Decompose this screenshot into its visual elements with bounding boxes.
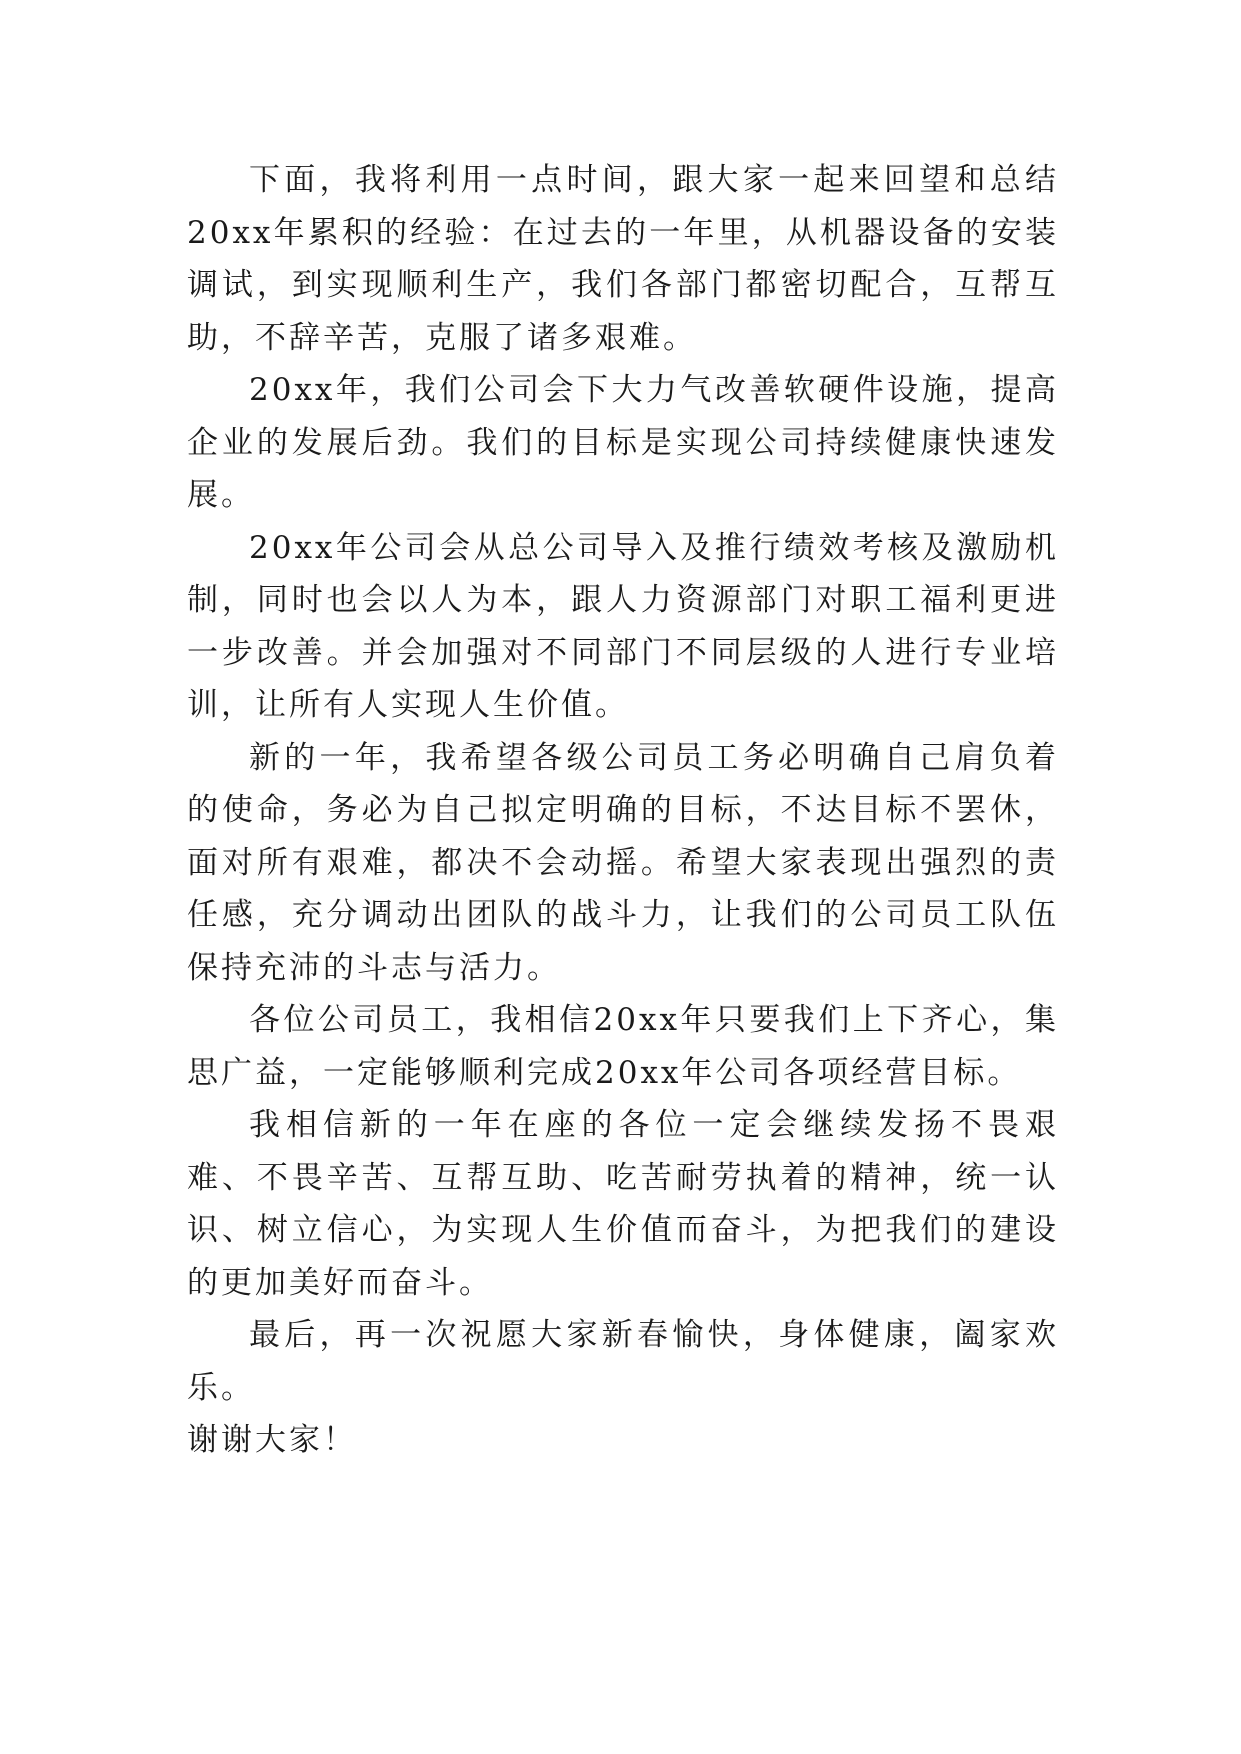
paragraph-confidence: 各位公司员工，我相信20xx年只要我们上下齐心，集思广益，一定能够顺利完成20xx年公司各项经营目标。: [187, 1002, 1059, 1091]
paragraph-wishes: 最后，再一次祝愿大家新春愉快，身体健康，阖家欢乐。: [187, 1317, 1059, 1406]
paragraph-review: 下面，我将利用一点时间，跟大家一起来回望和总结20xx年累积的经验：在过去的一年里，从机器设备的安装调试，到实现顺利生产，我们各部门都密切配合，互帮互助，不辞辛苦，克服了诸多艰难。: [187, 162, 1059, 356]
closing-thanks: 谢谢大家！: [187, 1422, 357, 1458]
document-body: [187, 154, 1059, 1467]
paragraph-performance: 20xx年公司会从总公司导入及推行绩效考核及激励机制，同时也会以人为本，跟人力资源部门对职工福利更进一步改善。并会加强对不同部门不同层级的人进行专业培训，让所有人实现人生价值。: [187, 529, 1059, 723]
paragraph-mission: 新的一年，我希望各级公司员工务必明确自己肩负着的使命，务必为自己拟定明确的目标，不达目标不罢休，面对所有艰难，都决不会动摇。希望大家表现出强烈的责任感，充分调动出团队的战斗力，让我们的公司员工队伍保持充沛的斗志与活力。: [187, 739, 1059, 986]
paragraph-spirit: 我相信新的一年在座的各位一定会继续发扬不畏艰难、不畏辛苦、互帮互助、吃苦耐劳执着的精神，统一认识、树立信心，为实现人生价值而奋斗，为把我们的建设的更加美好而奋斗。: [187, 1107, 1059, 1301]
paragraph-facilities: 20xx年，我们公司会下大力气改善软硬件设施，提高企业的发展后劲。我们的目标是实现公司持续健康快速发展。: [187, 372, 1059, 513]
